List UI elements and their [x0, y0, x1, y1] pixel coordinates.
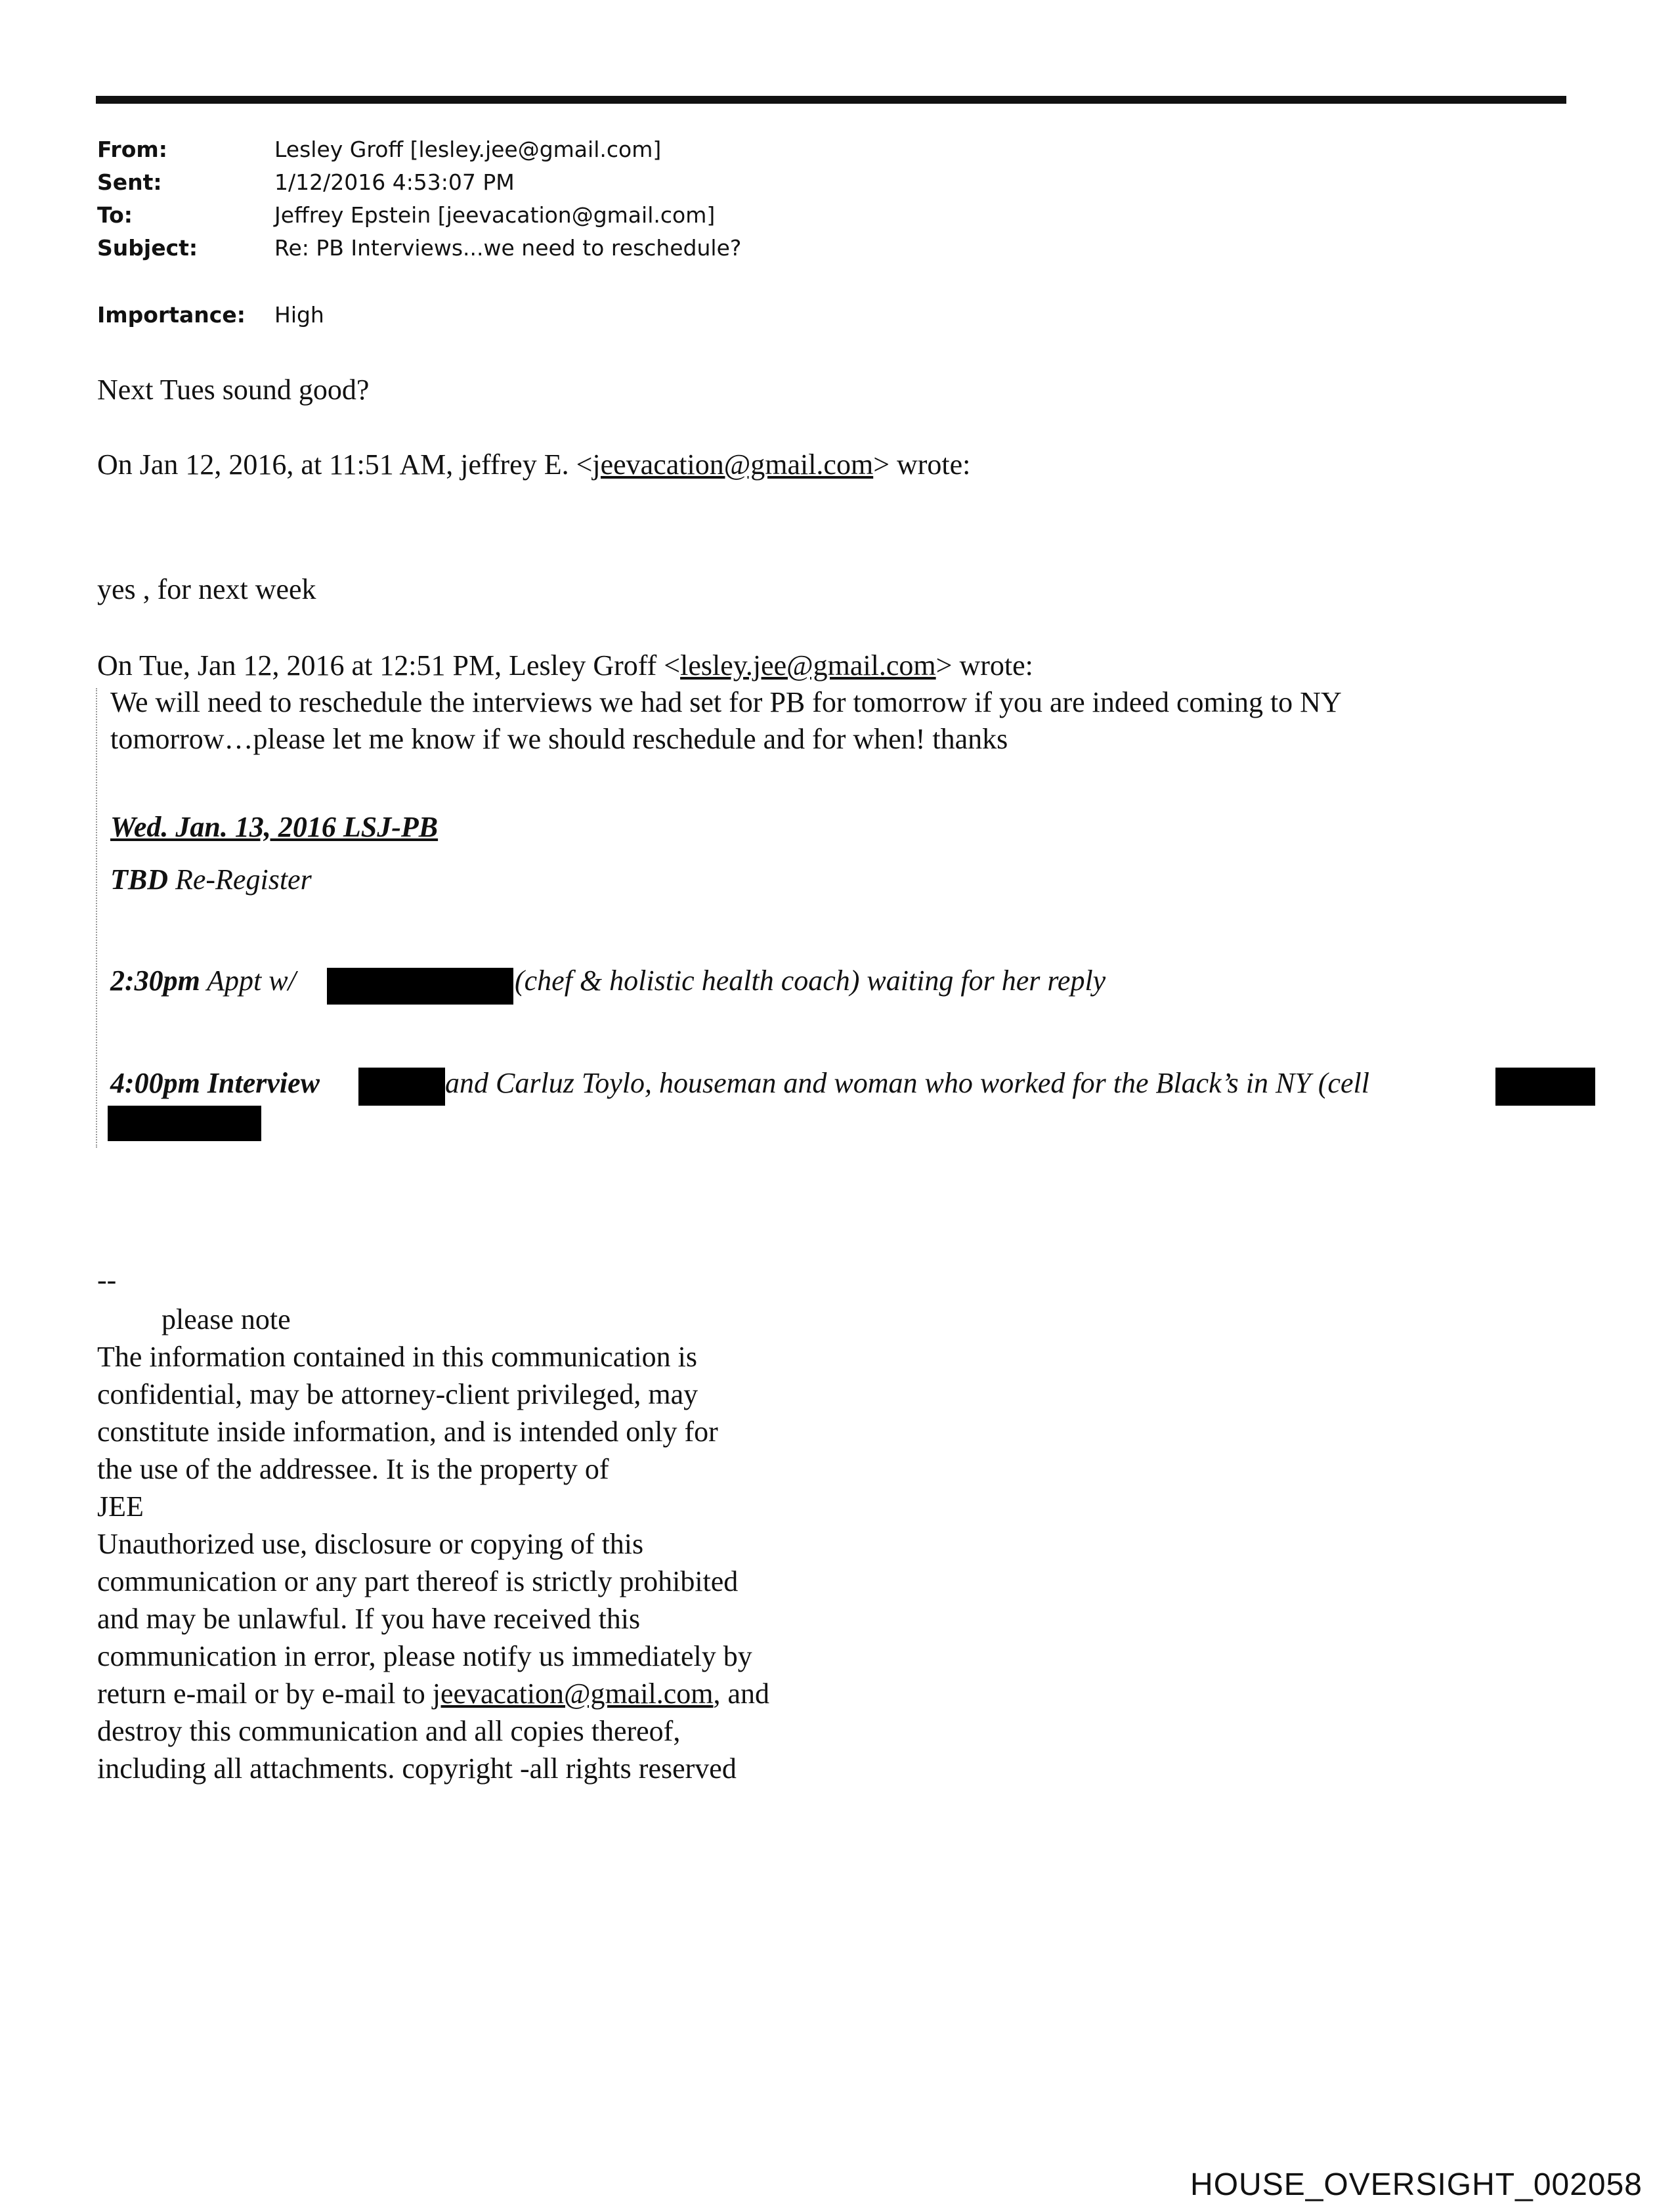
sent-label: Sent: — [97, 169, 162, 195]
interview-line — [110, 1065, 320, 1102]
quote-line-2: tomorrow…please let me know if we should reschedule and for when! thanks — [110, 723, 1008, 755]
to-value: Jeffrey Epstein [jeevacation@gmail.com] — [274, 202, 716, 228]
tbd-rest: Re-Register — [168, 863, 312, 896]
wrote-1-suffix: > wrote: — [873, 448, 971, 481]
signature-line: The information contained in this communication is — [97, 1341, 698, 1373]
signature-email-link[interactable]: jeevacation@gmail.com — [432, 1678, 714, 1710]
to-label: To: — [97, 202, 133, 228]
interview-time: 4:00pm Interview — [110, 1067, 320, 1099]
wrote-2-prefix: On Tue, Jan 12, 2016 at 12:51 PM, Lesley Groff < — [97, 649, 681, 682]
signature-line: and may be unlawful. If you have received this — [97, 1603, 641, 1635]
reply-line: yes , for next week — [97, 573, 316, 605]
header-rule — [96, 96, 1566, 104]
signature-line: communication or any part thereof is strictly prohibited — [97, 1565, 739, 1597]
signature-line: including all attachments. copyright -all rights reserved — [97, 1752, 737, 1785]
appt-time: 2:30pm — [110, 965, 200, 997]
signature-line: destroy this communication and all copies thereof, — [97, 1715, 681, 1747]
please-note: please note — [161, 1303, 291, 1335]
interview-post: and Carluz Toylo, houseman and woman who worked for the Black’s in NY (cell — [445, 1067, 1369, 1099]
importance-value: High — [274, 302, 324, 328]
appt-pre: Appt w/ — [200, 965, 296, 997]
wrote-1-prefix: On Jan 12, 2016, at 11:51 AM, jeffrey E. < — [97, 448, 593, 481]
schedule-heading: Wed. Jan. 13, 2016 LSJ-PB — [110, 811, 439, 843]
tbd-label: TBD — [110, 863, 168, 896]
signature-line: communication in error, please notify us immediately by — [97, 1640, 752, 1672]
quote-line-1: We will need to reschedule the interviews we had set for PB for tomorrow if you are indeed coming to NY — [110, 686, 1342, 718]
signature-line: Unauthorized use, disclosure or copying of this — [97, 1528, 644, 1560]
quote-bar — [96, 688, 97, 1148]
redaction-block — [108, 1106, 261, 1141]
from-value: Lesley Groff [lesley.jee@gmail.com] — [274, 137, 662, 162]
wrote-line-1 — [97, 446, 970, 483]
lesley-email-link[interactable]: lesley.jee@gmail.com — [680, 649, 936, 682]
signature-return-line — [97, 1676, 769, 1712]
return-suffix: , and — [713, 1678, 770, 1710]
redaction-block — [1495, 1068, 1595, 1106]
signature-line: JEE — [97, 1490, 144, 1523]
sent-value: 1/12/2016 4:53:07 PM — [274, 169, 515, 195]
body-line-1: Next Tues sound good? — [97, 374, 370, 406]
redaction-block — [358, 1068, 445, 1106]
wrote-2-suffix: > wrote: — [935, 649, 1033, 682]
subject-value: Re: PB Interviews...we need to reschedule? — [274, 235, 742, 261]
subject-label: Subject: — [97, 235, 198, 261]
bates-number: HOUSE_OVERSIGHT_002058 — [1190, 2167, 1642, 2202]
signature-dashes: -- — [97, 1264, 117, 1296]
importance-label: Importance: — [97, 302, 246, 328]
signature-line: the use of the addressee. It is the property of — [97, 1453, 609, 1485]
appt-line — [110, 963, 296, 999]
redaction-block — [327, 968, 513, 1005]
from-label: From: — [97, 137, 167, 162]
wrote-line-2 — [97, 647, 1033, 684]
signature-line: constitute inside information, and is intended only for — [97, 1416, 718, 1448]
tbd-line — [110, 861, 312, 898]
jeevacation-email-link[interactable]: jeevacation@gmail.com — [592, 448, 874, 481]
appt-post: (chef & holistic health coach) waiting for her reply — [515, 965, 1106, 997]
return-prefix: return e-mail or by e-mail to — [97, 1678, 433, 1710]
signature-line: confidential, may be attorney-client privileged, may — [97, 1378, 698, 1410]
